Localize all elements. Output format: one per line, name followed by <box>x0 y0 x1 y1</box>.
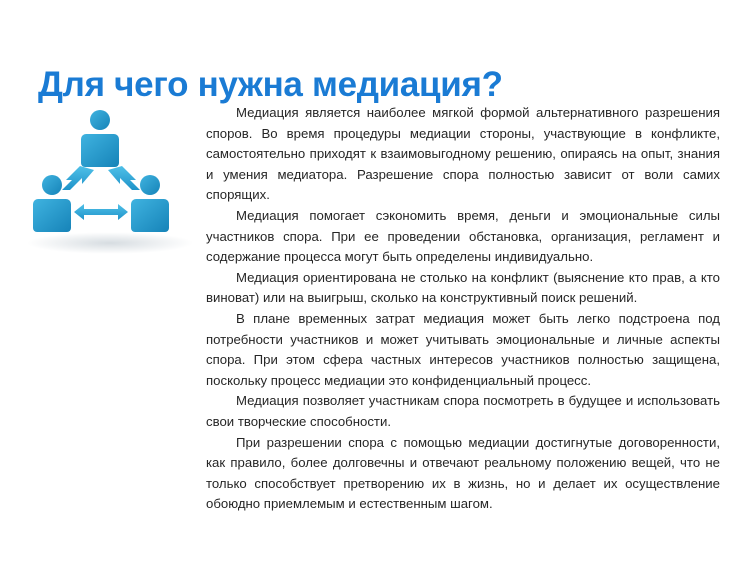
paragraph-4: В плане временных затрат медиация может быть легко подстроена под потребности участников и может учитывать эмоциональные и личные аспекты спора. При этом сфера частных интересов участников полностью защищена, поскольку процесс медиации это конфиденциальный процесс. <box>206 310 720 388</box>
paragraph-2: Медиация помогает сэкономить время, деньги и эмоциональные силы участников спора. При ее проведении обстановка, организация, регламент и содержание процесса могут быть определены индивидуально. <box>206 207 720 265</box>
person-figure-top <box>81 110 119 167</box>
paragraph-3: Медиация ориентирована не столько на конфликт (выяснение кто прав, а кто виноват) или на выигрыш, сколько на конструктивный поиск решений. <box>206 269 720 306</box>
paragraph-6: При разрешении спора с помощью медиации достигнутые договоренности, как правило, более долговечны и отвечают реальному положению вещей, что не только способствует претворению их в жизнь, но и делает их осуществление обоюдно приемлемым и естественным шагом. <box>206 434 720 512</box>
paragraph-5: Медиация позволяет участникам спора посмотреть в будущее и использовать свои творческие способности. <box>206 393 720 429</box>
article-body <box>206 103 720 515</box>
illustration-shadow <box>26 232 194 254</box>
paragraph-1: Медиация является наиболее мягкой формой альтернативного разрешения споров. Во время процедуры медиации стороны, участвующие в конфликте, самостоятельно приходят к взаимовыгодному решению, опираясь на опыт, знания и умения медиатора. Разрешение спора полностью зависит от воли самих спорящих. <box>206 105 720 203</box>
arrow-horizontal-bottom <box>74 204 128 220</box>
arrow-left-diagonal <box>62 166 94 190</box>
page-title: Для чего нужна медиация? <box>38 65 503 105</box>
person-figure-right <box>131 175 169 232</box>
person-figure-left <box>33 175 71 232</box>
arrow-right-diagonal <box>108 166 140 190</box>
